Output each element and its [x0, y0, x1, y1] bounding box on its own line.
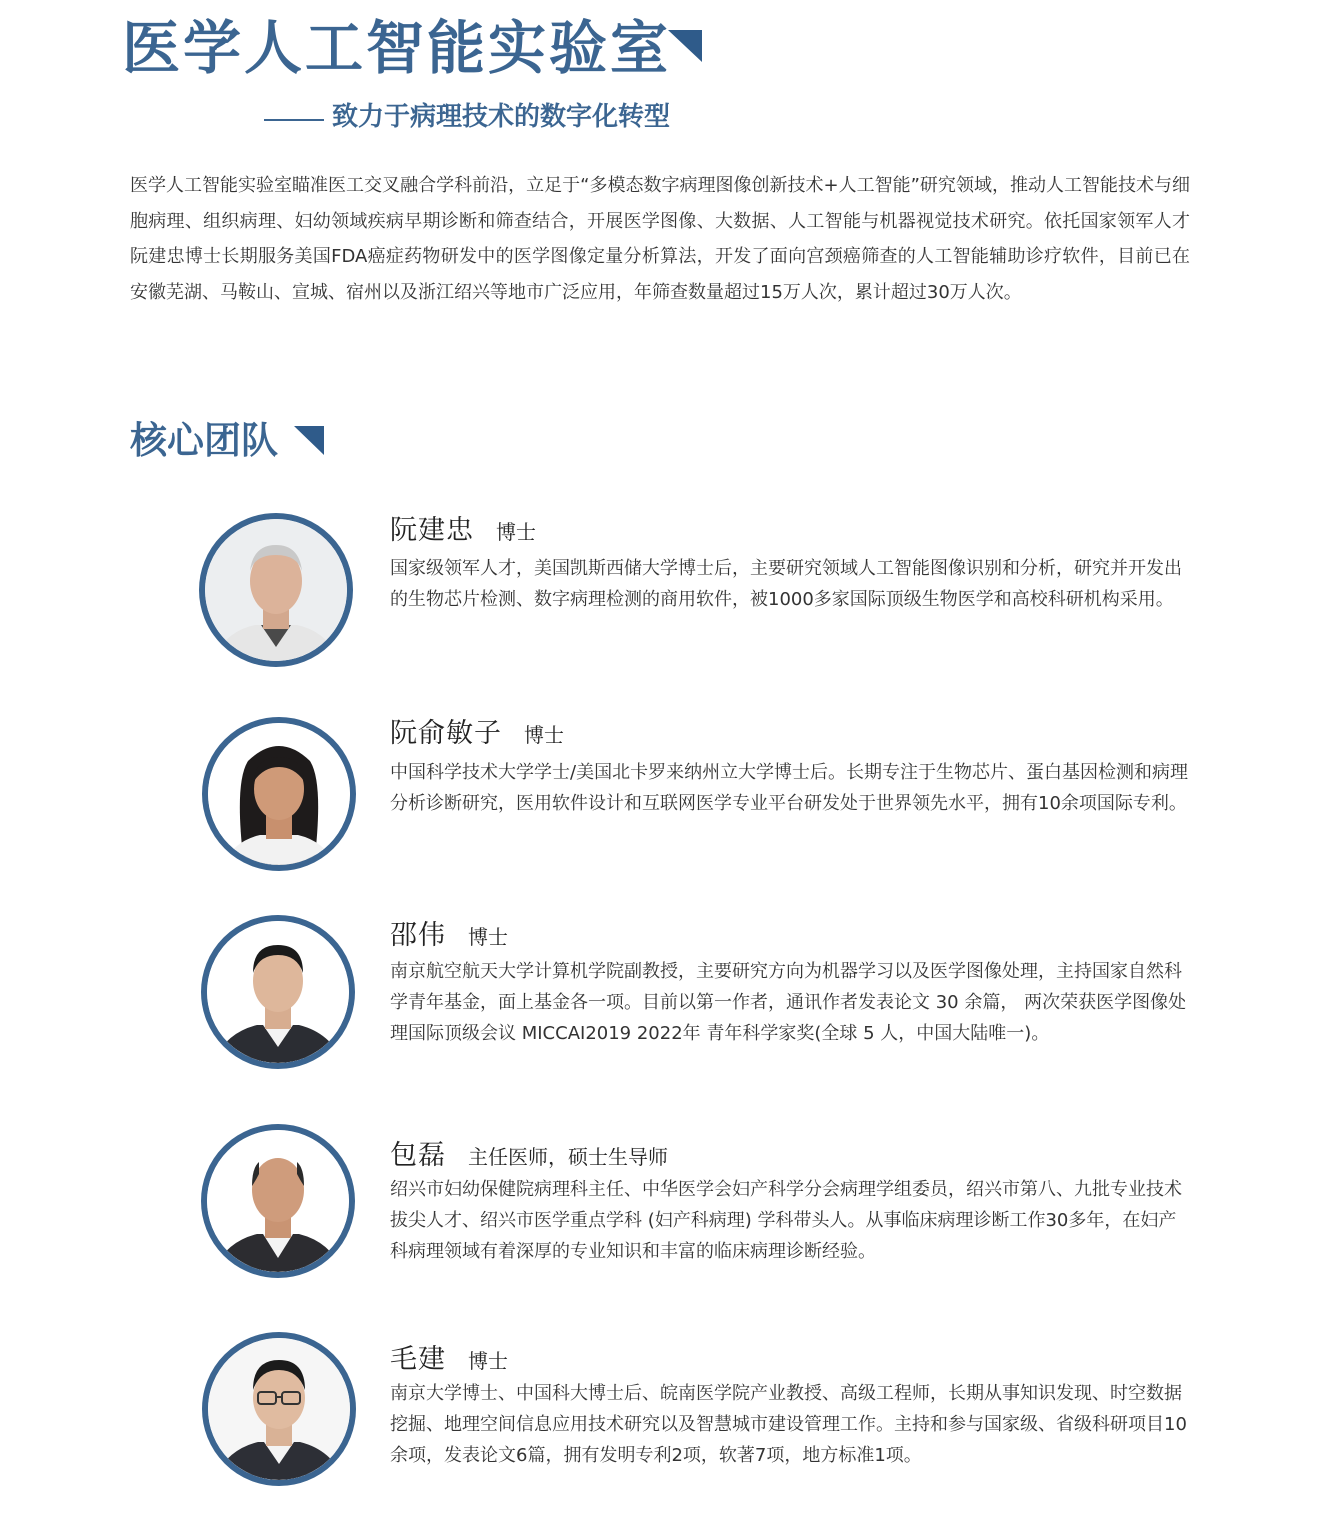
avatar: [202, 717, 356, 871]
portrait-photo: [205, 519, 347, 661]
member-name: 邵伟: [390, 920, 446, 951]
member-name: 阮俞敏子: [390, 718, 502, 749]
member-header: [390, 913, 508, 952]
member-title: 博士: [468, 925, 508, 949]
portrait-photo: [208, 723, 350, 865]
intro-paragraph: 医学人工智能实验室瞄准医工交叉融合学科前沿，立足于“多模态数字病理图像创新技术+人工智能”研究领域，推动人工智能技术与细胞病理、组织病理、妇幼领域疾病早期诊断和筛查结合，开展医学图像、大数据、人工智能与机器视觉技术研究。依托国家领军人才阮建忠博士长期服务美国FDA癌症药物研发中的医学图像定量分析算法，开发了面向宫颈癌筛查的人工智能辅助诊疗软件，目前已在安徽芜湖、马鞍山、宣城、宿州以及浙江绍兴等地市广泛应用，年筛查数量超过15万人次，累计超过30万人次。: [130, 175, 1190, 303]
member-bio: 绍兴市妇幼保健院病理科主任、中华医学会妇产科学分会病理学组委员，绍兴市第八、九批专业技术拔尖人才、绍兴市医学重点学科 (妇产科病理) 学科带头人。从事临床病理诊断工作30多年，在妇产科病理领域有着深厚的专业知识和丰富的临床病理诊断经验。: [390, 1179, 1182, 1262]
avatar: [199, 513, 353, 667]
avatar: [201, 1124, 355, 1278]
corner-triangle-icon: [668, 30, 702, 62]
subtitle-dash: [264, 119, 324, 121]
member-name: 毛建: [390, 1344, 446, 1375]
page-title: 医学人工智能实验室: [122, 14, 672, 82]
member-title: 博士: [468, 1349, 508, 1373]
member-name: 包磊: [390, 1140, 446, 1171]
avatar: [201, 915, 355, 1069]
section-title: 核心团队: [130, 419, 278, 462]
corner-triangle-icon: [294, 426, 324, 455]
member-header: [390, 1133, 668, 1172]
avatar: [202, 1332, 356, 1486]
member-title: 博士: [496, 520, 536, 544]
portrait-photo: [207, 1130, 349, 1272]
member-title: 主任医师，硕士生导师: [468, 1145, 668, 1169]
member-bio: 国家级领军人才，美国凯斯西储大学博士后，主要研究领域人工智能图像识别和分析，研究并开发出的生物芯片检测、数字病理检测的商用软件，被1000多家国际顶级生物医学和高校科研机构采用。: [390, 558, 1182, 610]
member-header: [390, 1337, 508, 1376]
member-header: [390, 711, 564, 750]
portrait-photo: [207, 921, 349, 1063]
member-header: [390, 508, 536, 547]
member-name: 阮建忠: [390, 515, 474, 546]
portrait-photo: [208, 1338, 350, 1480]
member-bio: 南京大学博士、中国科大博士后、皖南医学院产业教授、高级工程师，长期从事知识发现、时空数据挖掘、地理空间信息应用技术研究以及智慧城市建设管理工作。主持和参与国家级、省级科研项目10余项，发表论文6篇，拥有发明专利2项，软著7项，地方标准1项。: [390, 1383, 1187, 1466]
page-subtitle: 致力于病理技术的数字化转型: [332, 102, 671, 132]
member-bio: 南京航空航天大学计算机学院副教授，主要研究方向为机器学习以及医学图像处理，主持国家自然科学青年基金，面上基金各一项。目前以第一作者，通讯作者发表论文 30 余篇， 两次荣获医学图像处理国际顶级会议 MICCAI2019 2022年 青年科学家奖(全球 5 人，中国大陆唯一)。: [390, 961, 1187, 1044]
member-title: 博士: [524, 723, 564, 747]
member-bio: 中国科学技术大学学士/美国北卡罗来纳州立大学博士后。长期专注于生物芯片、蛋白基因检测和病理分析诊断研究，医用软件设计和互联网医学专业平台研发处于世界领先水平，拥有10余项国际专利。: [390, 762, 1189, 814]
